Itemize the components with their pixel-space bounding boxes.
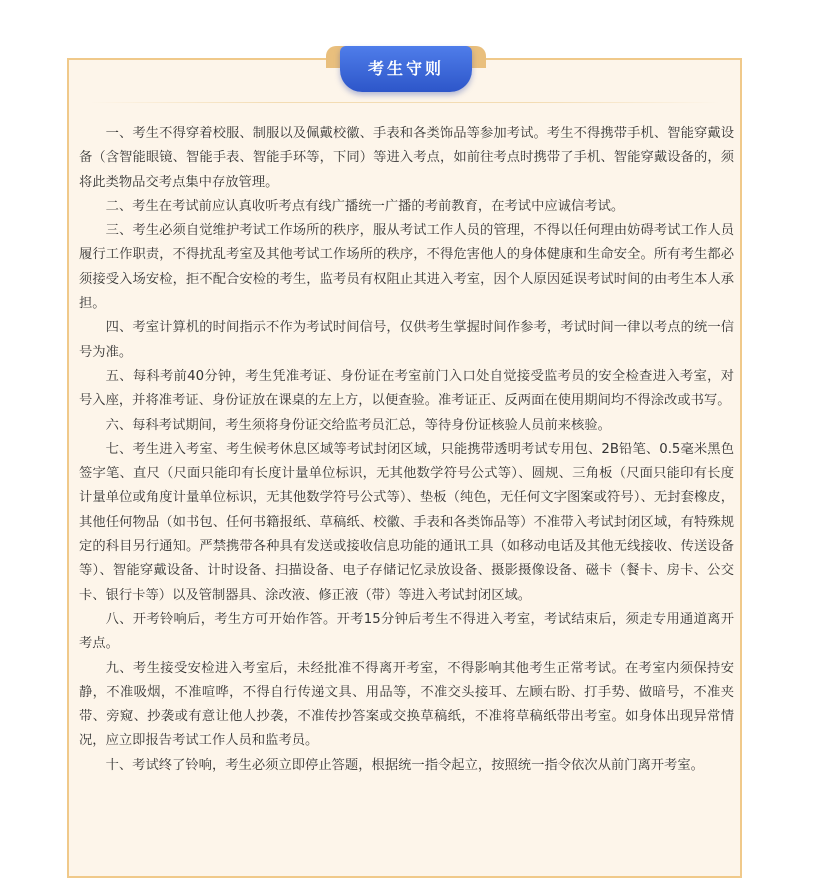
rule-paragraph-2: 二、考生在考试前应认真收听考点有线广播统一广播的考前教育，在考试中应诚信考试。 [105,198,625,214]
header-divider [89,102,720,103]
rule-paragraph-3: 三、考生必须自觉维护考试工作场所的秩序，服从考试工作人员的管理，不得以任何理由妨碍考试工作人员履行工作职责，不得扰乱考室及其他考试工作场所的秩序，不得危害他人的身体健康和生命安全。所有考生都必须接受入场安检，拒不配合安检的考生，监考员有权阻止其进入考室，因个人原因延误考试时间的由考生本人承担。 [79,223,734,312]
rule-paragraph-1: 一、考生不得穿着校服、制服以及佩戴校徽、手表和各类饰品等参加考试。考生不得携带手机、智能穿戴设备（含智能眼镜、智能手表、智能手环等，下同）等进入考点，如前往考点时携带了手机、智能穿戴设备的，须将此类物品交考点集中存放管理。 [79,126,734,190]
page-title: 考生守则 [340,46,472,92]
rule-paragraph-9: 九、考生接受安检进入考室后，未经批准不得离开考室，不得影响其他考生正常考试。在考室内须保持安静，不准吸烟，不准喧哗，不得自行传递文具、用品等，不准交头接耳、左顾右盼、打手势、做暗号，不准夹带、旁窥、抄袭或有意让他人抄袭，不准传抄答案或交换草稿纸，不准将草稿纸带出考室。如身体出现异常情况，应立即报告考试工作人员和监考员。 [79,660,734,749]
rule-paragraph-10: 十、考试终了铃响，考生必须立即停止答题，根据统一指令起立，按照统一指令依次从前门离开考室。 [105,757,704,773]
title-banner [326,46,486,92]
rule-paragraph-8: 八、开考铃响后，考生方可开始作答。开考15分钟后考生不得进入考室，考试结束后，须走专用通道离开考点。 [79,611,734,652]
rule-paragraph-6: 六、每科考试期间，考生须将身份证交给监考员汇总，等待身份证核验人员前来核验。 [105,417,611,433]
rule-paragraph-4: 四、考室计算机的时间指示不作为考试时间信号，仅供考生掌握时间作参考，考试时间一律以考点的统一信号为准。 [79,320,734,360]
rules-body [79,122,734,778]
rule-paragraph-5: 五、每科考前40分钟，考生凭准考证、身份证在考室前门入口处自觉接受监考员的安全检查进入考室，对号入座，并将准考证、身份证放在课桌的左上方，以便查验。准考证正、反两面在使用期间均不得涂改或书写。 [79,368,734,409]
rule-paragraph-7: 七、考生进入考室、考生候考休息区域等考试封闭区域，只能携带透明考试专用包、2B铅笔、0.5毫米黑色签字笔、直尺（尺面只能印有长度计量单位标识，无其他数学符号公式等）、圆规、三角板（尺面只能印有长度计量单位或角度计量单位标识，无其他数学符号公式等）、垫板（纯色，无任何文字图案或符号）、无封套橡皮，其他任何物品（如书包、任何书籍报纸、草稿纸、校徽、手表和各类饰品等）不准带入考试封闭区域，有特殊规定的科目另行通知。严禁携带各种具有发送或接收信息功能的通讯工具（如移动电话及其他无线接收、传送设备等）、智能穿戴设备、计时设备、扫描设备、电子存储记忆录放设备、摄影摄像设备、磁卡（餐卡、房卡、公交卡、银行卡等）以及管制器具、涂改液、修正液（带）等进入考试封闭区域。 [79,441,734,603]
